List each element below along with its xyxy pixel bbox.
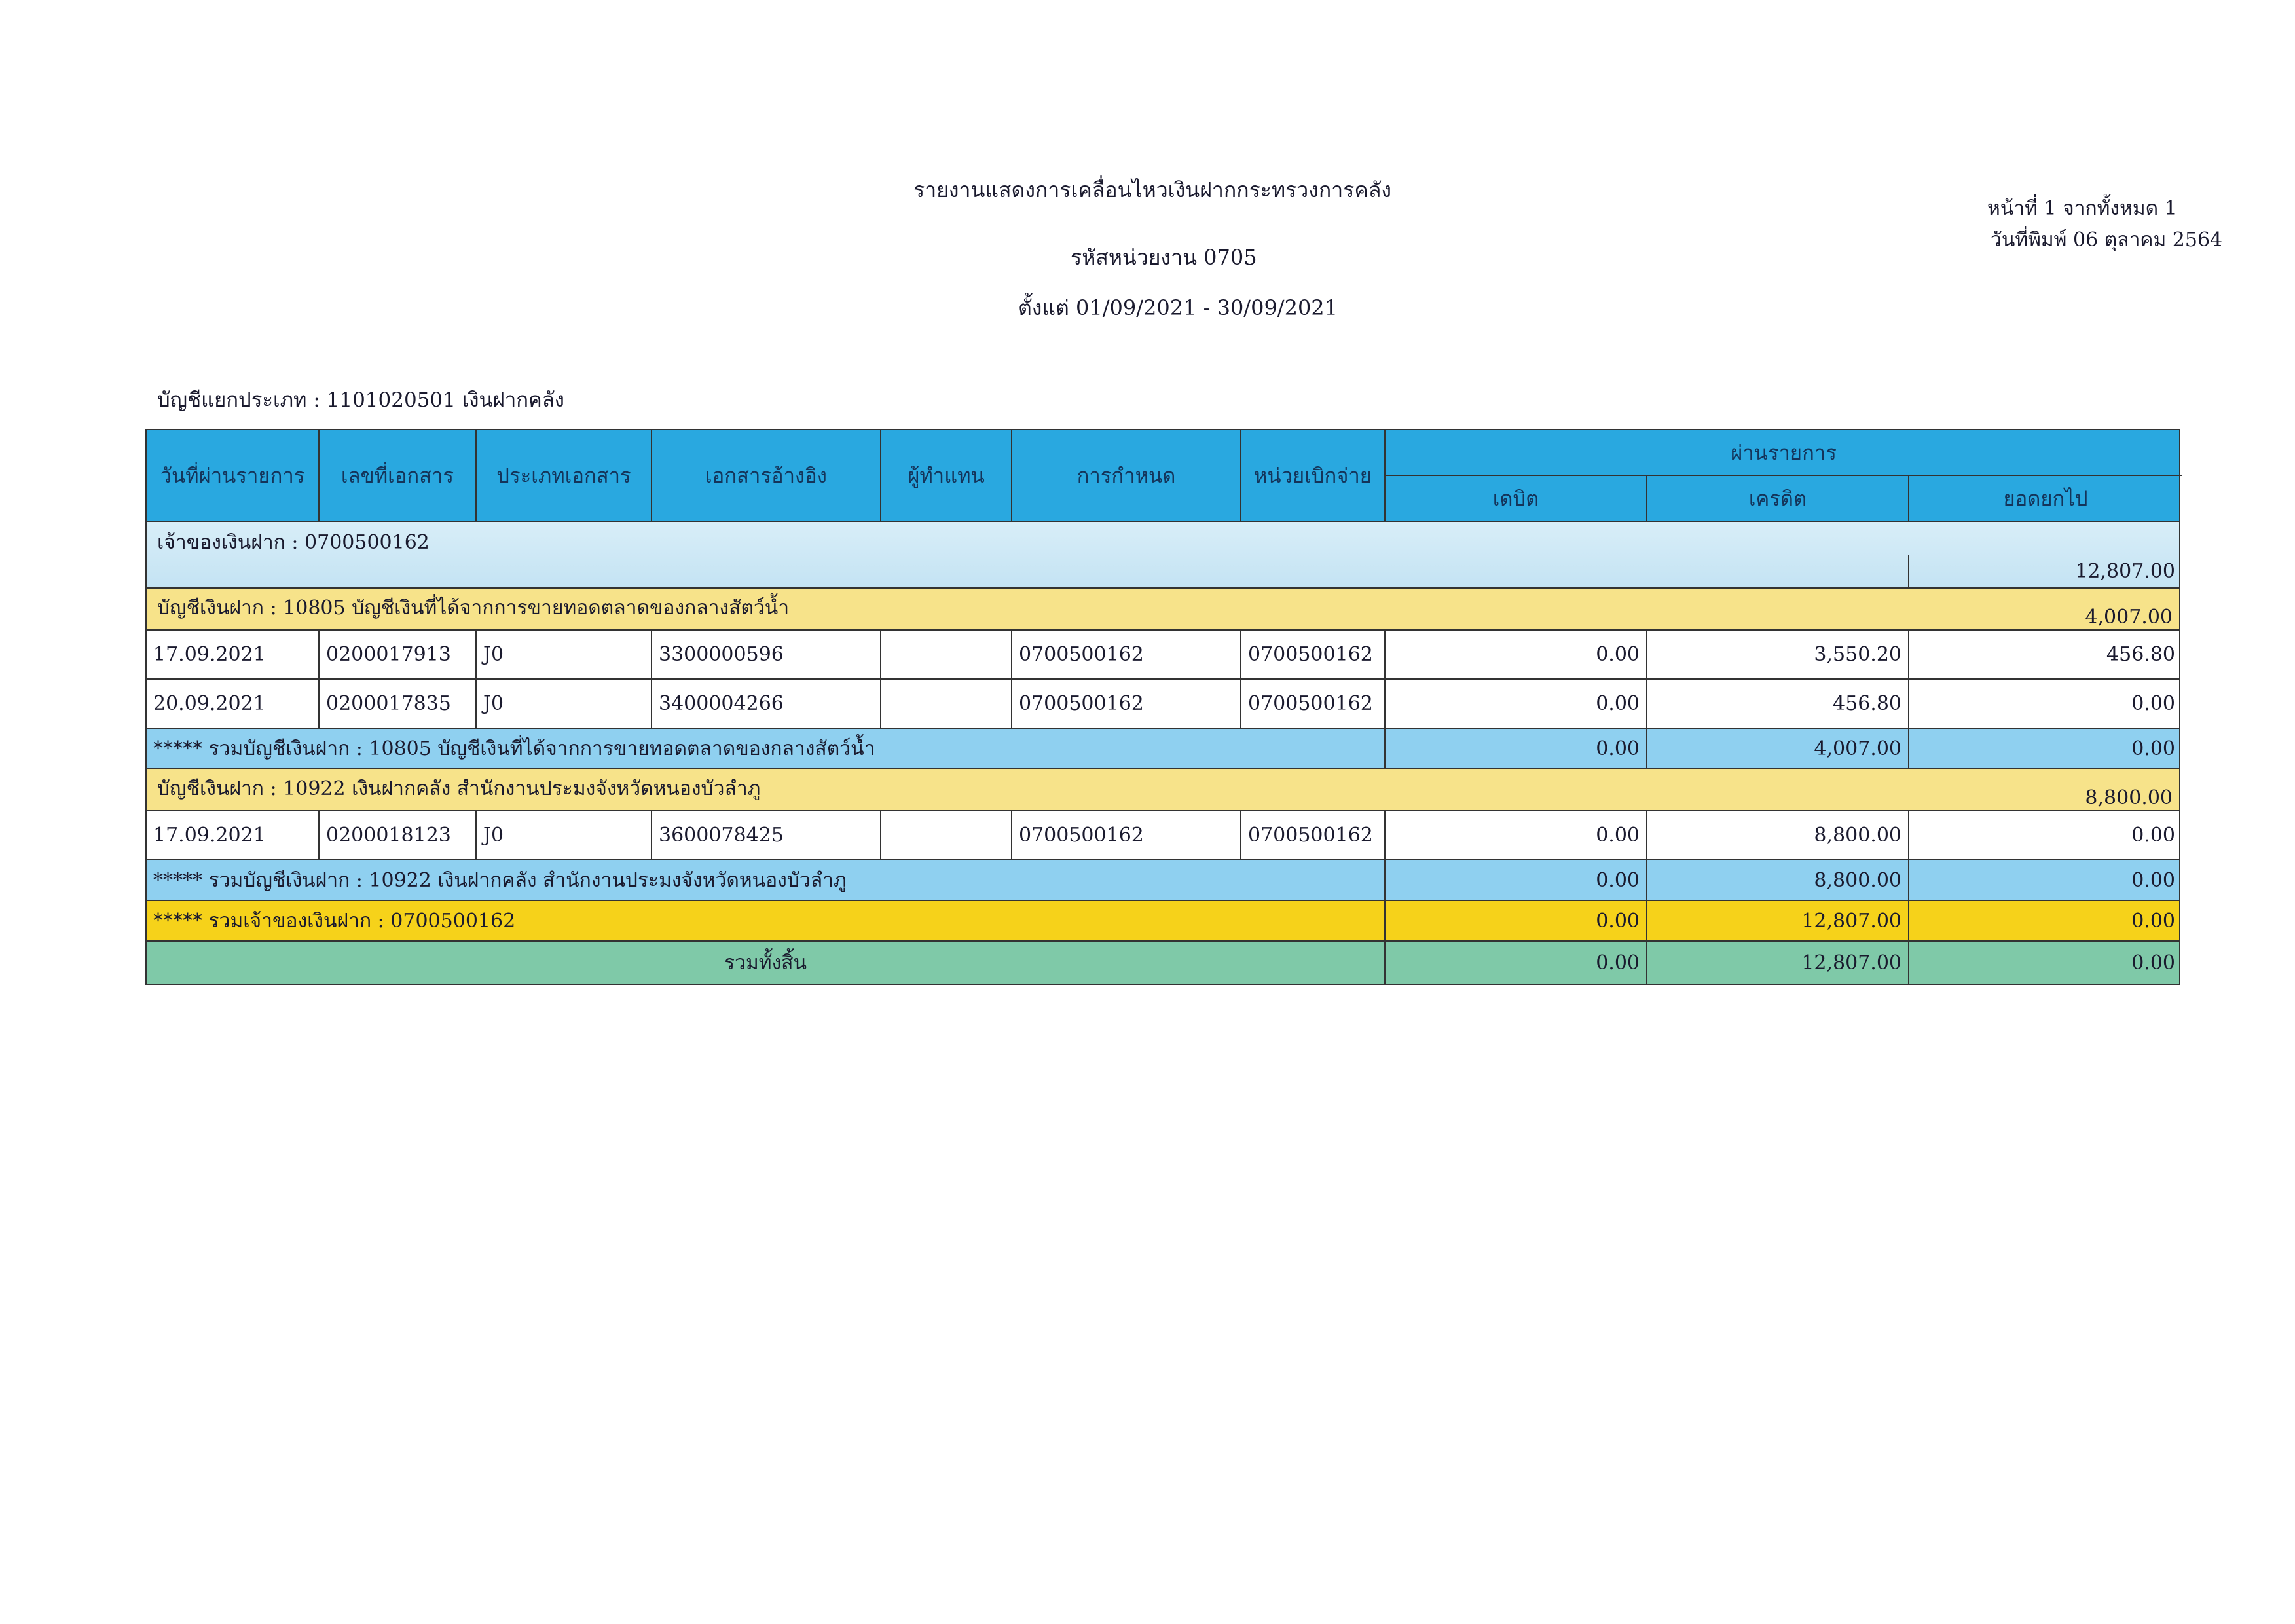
- account-total-debit: 0.00: [1384, 729, 1646, 768]
- owner-row: [145, 521, 2180, 587]
- grand-total-label: รวมทั้งสิ้น: [724, 951, 807, 974]
- account-row: [145, 587, 2180, 629]
- owner-total-row: [145, 900, 2180, 940]
- page-info: หน้าที่ 1 จากทั้งหมด 1: [1987, 197, 2177, 220]
- header-balance: ยอดยกไป: [1908, 476, 2182, 521]
- row-assignment: 0700500162: [1011, 811, 1240, 859]
- header-debit: เดบิต: [1384, 476, 1646, 521]
- header-agent: ผู้ทำแทน: [880, 430, 1011, 521]
- header-date: วันที่ผ่านรายการ: [160, 464, 305, 488]
- row-doc-type: J0: [475, 811, 651, 859]
- owner-balance: 12,807.00: [1908, 555, 2182, 587]
- row-doc-no: 0200018123: [318, 811, 475, 859]
- account-total-label: ***** รวมบัญชีเงินฝาก : 10805 บัญชีเงินที่ได้จากการขายทอดตลาดของกลางสัตว์น้ำ: [153, 737, 875, 760]
- row-doc-type: J0: [475, 680, 651, 728]
- ledger-account: บัญชีแยกประเภท : 1101020501 เงินฝากคลัง: [157, 388, 564, 412]
- row-assignment: 0700500162: [1011, 680, 1240, 728]
- account-total-balance: 0.00: [1908, 860, 2182, 900]
- row-doc-no: 0200017913: [318, 631, 475, 678]
- account-row: [145, 768, 2180, 810]
- row-disb-unit: 0700500162: [1240, 631, 1384, 678]
- header-doc-type: ประเภทเอกสาร: [475, 430, 651, 521]
- row-debit: 0.00: [1384, 811, 1646, 859]
- account-total-row: [145, 859, 2180, 900]
- row-agent: [880, 680, 1011, 728]
- table-header: [145, 429, 2180, 521]
- account-balance: 8,800.00: [2085, 786, 2173, 809]
- row-disb-unit: 0700500162: [1240, 680, 1384, 728]
- date-range: ตั้งแต่ 01/09/2021 - 30/09/2021: [1018, 295, 1338, 320]
- header-assignment: การกำหนด: [1011, 430, 1240, 521]
- table-row: [145, 678, 2180, 728]
- row-ref-doc: 3300000596: [651, 631, 880, 678]
- row-doc-no: 0200017835: [318, 680, 475, 728]
- row-balance: 0.00: [1908, 680, 2182, 728]
- row-agent: [880, 811, 1011, 859]
- row-debit: 0.00: [1384, 680, 1646, 728]
- table-row: [145, 810, 2180, 859]
- account-total-credit: 4,007.00: [1646, 729, 1908, 768]
- row-date: 17.09.2021: [153, 643, 266, 666]
- row-ref-doc: 3400004266: [651, 680, 880, 728]
- account-total-debit: 0.00: [1384, 860, 1646, 900]
- row-credit: 3,550.20: [1646, 631, 1908, 678]
- row-date: 17.09.2021: [153, 824, 266, 847]
- row-agent: [880, 631, 1011, 678]
- account-total-label: ***** รวมบัญชีเงินฝาก : 10922 เงินฝากคลัง สำนักงานประมงจังหวัดหนองบัวลำภู: [153, 868, 847, 892]
- owner-total-label: ***** รวมเจ้าของเงินฝาก : 0700500162: [153, 909, 516, 932]
- row-credit: 456.80: [1646, 680, 1908, 728]
- row-balance: 456.80: [1908, 631, 2182, 678]
- account-total-row: [145, 728, 2180, 768]
- grand-total-credit: 12,807.00: [1646, 942, 1908, 984]
- account-total-credit: 8,800.00: [1646, 860, 1908, 900]
- unit-code: รหัสหน่วยงาน 0705: [1071, 245, 1257, 270]
- owner-total-debit: 0.00: [1384, 901, 1646, 940]
- owner-label: เจ้าของเงินฝาก : 0700500162: [157, 531, 430, 554]
- grand-total-balance: 0.00: [1908, 942, 2182, 984]
- header-posted: ผ่านรายการ: [1384, 430, 2182, 476]
- header-ref-doc: เอกสารอ้างอิง: [651, 430, 880, 521]
- report-title: รายงานแสดงการเคลื่อนไหวเงินฝากกระทรวงการคลัง: [913, 177, 1391, 202]
- grand-total-row: [145, 940, 2180, 985]
- owner-total-balance: 0.00: [1908, 901, 2182, 940]
- row-assignment: 0700500162: [1011, 631, 1240, 678]
- row-disb-unit: 0700500162: [1240, 811, 1384, 859]
- row-doc-type: J0: [475, 631, 651, 678]
- account-total-balance: 0.00: [1908, 729, 2182, 768]
- account-label: บัญชีเงินฝาก : 10922 เงินฝากคลัง สำนักงานประมงจังหวัดหนองบัวลำภู: [157, 777, 761, 800]
- row-date: 20.09.2021: [153, 692, 266, 715]
- row-debit: 0.00: [1384, 631, 1646, 678]
- header-credit: เครดิต: [1646, 476, 1908, 521]
- owner-total-credit: 12,807.00: [1646, 901, 1908, 940]
- row-balance: 0.00: [1908, 811, 2182, 859]
- row-credit: 8,800.00: [1646, 811, 1908, 859]
- header-doc-no: เลขที่เอกสาร: [318, 430, 475, 521]
- account-balance: 4,007.00: [2085, 606, 2173, 629]
- header-disb-unit: หน่วยเบิกจ่าย: [1240, 430, 1384, 521]
- grand-total-debit: 0.00: [1384, 942, 1646, 984]
- print-date: วันที่พิมพ์ 06 ตุลาคม 2564: [1991, 229, 2223, 251]
- table-row: [145, 629, 2180, 678]
- row-ref-doc: 3600078425: [651, 811, 880, 859]
- account-label: บัญชีเงินฝาก : 10805 บัญชีเงินที่ได้จากการขายทอดตลาดของกลางสัตว์น้ำ: [157, 597, 790, 619]
